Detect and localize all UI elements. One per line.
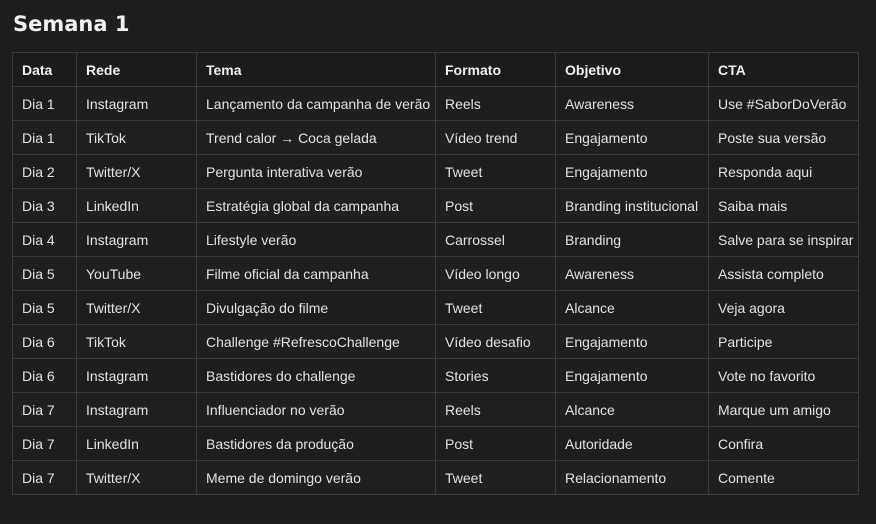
cell-tema: Filme oficial da campanha [197,257,436,291]
cell-rede: TikTok [77,121,197,155]
column-header-formato: Formato [436,53,556,87]
page-title: Semana 1 [13,12,130,36]
cell-formato: Reels [436,393,556,427]
cell-objetivo: Awareness [556,257,709,291]
table-row [13,291,859,325]
cell-tema: Pergunta interativa verão [197,155,436,189]
cell-data: Dia 5 [13,291,77,325]
cell-formato: Reels [436,87,556,121]
cell-objetivo: Alcance [556,393,709,427]
cell-cta: Poste sua versão [709,121,859,155]
cell-tema: Lançamento da campanha de verão [197,87,436,121]
cell-cta: Comente [709,461,859,495]
column-header-objetivo: Objetivo [556,53,709,87]
cell-objetivo: Engajamento [556,359,709,393]
table-row [13,359,859,393]
table-row [13,121,859,155]
cell-rede: TikTok [77,325,197,359]
cell-data: Dia 6 [13,359,77,393]
cell-cta: Confira [709,427,859,461]
cell-objetivo: Relacionamento [556,461,709,495]
cell-objetivo: Engajamento [556,325,709,359]
cell-tema: Estratégia global da campanha [197,189,436,223]
cell-cta: Responda aqui [709,155,859,189]
table-row [13,155,859,189]
cell-rede: Instagram [77,87,197,121]
table-row [13,87,859,121]
cell-objetivo: Alcance [556,291,709,325]
column-header-cta: CTA [709,53,859,87]
cell-formato: Vídeo longo [436,257,556,291]
cell-data: Dia 5 [13,257,77,291]
cell-tema: Meme de domingo verão [197,461,436,495]
cell-formato: Tweet [436,291,556,325]
cell-objetivo: Engajamento [556,121,709,155]
column-header-tema: Tema [197,53,436,87]
cell-data: Dia 2 [13,155,77,189]
cell-data: Dia 1 [13,87,77,121]
header-row [13,53,859,87]
cell-data: Dia 7 [13,393,77,427]
cell-formato: Carrossel [436,223,556,257]
cell-data: Dia 3 [13,189,77,223]
cell-formato: Tweet [436,155,556,189]
column-header-data: Data [13,53,77,87]
cell-tema: Divulgação do filme [197,291,436,325]
cell-tema: Influenciador no verão [197,393,436,427]
table-row [13,189,859,223]
cell-cta: Vote no favorito [709,359,859,393]
cell-rede: Twitter/X [77,155,197,189]
cell-data: Dia 6 [13,325,77,359]
cell-cta: Use #SaborDoVerão [709,87,859,121]
content-schedule-table [12,52,859,495]
table-row [13,325,859,359]
cell-formato: Post [436,189,556,223]
cell-tema: Bastidores do challenge [197,359,436,393]
cell-cta: Assista completo [709,257,859,291]
cell-rede: LinkedIn [77,189,197,223]
cell-formato: Vídeo trend [436,121,556,155]
cell-formato: Post [436,427,556,461]
table-header [13,53,859,87]
column-header-rede: Rede [77,53,197,87]
cell-cta: Participe [709,325,859,359]
cell-cta: Salve para se inspirar [709,223,859,257]
cell-formato: Stories [436,359,556,393]
cell-objetivo: Branding [556,223,709,257]
table-row [13,223,859,257]
cell-rede: Twitter/X [77,461,197,495]
cell-rede: YouTube [77,257,197,291]
cell-objetivo: Awareness [556,87,709,121]
table-row [13,461,859,495]
cell-data: Dia 7 [13,427,77,461]
cell-cta: Saiba mais [709,189,859,223]
cell-tema: Bastidores da produção [197,427,436,461]
cell-tema: Lifestyle verão [197,223,436,257]
cell-rede: LinkedIn [77,427,197,461]
cell-rede: Twitter/X [77,291,197,325]
cell-objetivo: Engajamento [556,155,709,189]
cell-data: Dia 1 [13,121,77,155]
cell-rede: Instagram [77,223,197,257]
cell-rede: Instagram [77,359,197,393]
cell-tema: Trend calor → Coca gelada [197,121,436,155]
table-body [13,87,859,495]
cell-objetivo: Branding institucional [556,189,709,223]
cell-formato: Vídeo desafio [436,325,556,359]
cell-cta: Marque um amigo [709,393,859,427]
cell-data: Dia 7 [13,461,77,495]
cell-tema: Challenge #RefrescoChallenge [197,325,436,359]
cell-objetivo: Autoridade [556,427,709,461]
table-row [13,427,859,461]
table-row [13,257,859,291]
cell-data: Dia 4 [13,223,77,257]
cell-formato: Tweet [436,461,556,495]
cell-cta: Veja agora [709,291,859,325]
table-row [13,393,859,427]
cell-rede: Instagram [77,393,197,427]
